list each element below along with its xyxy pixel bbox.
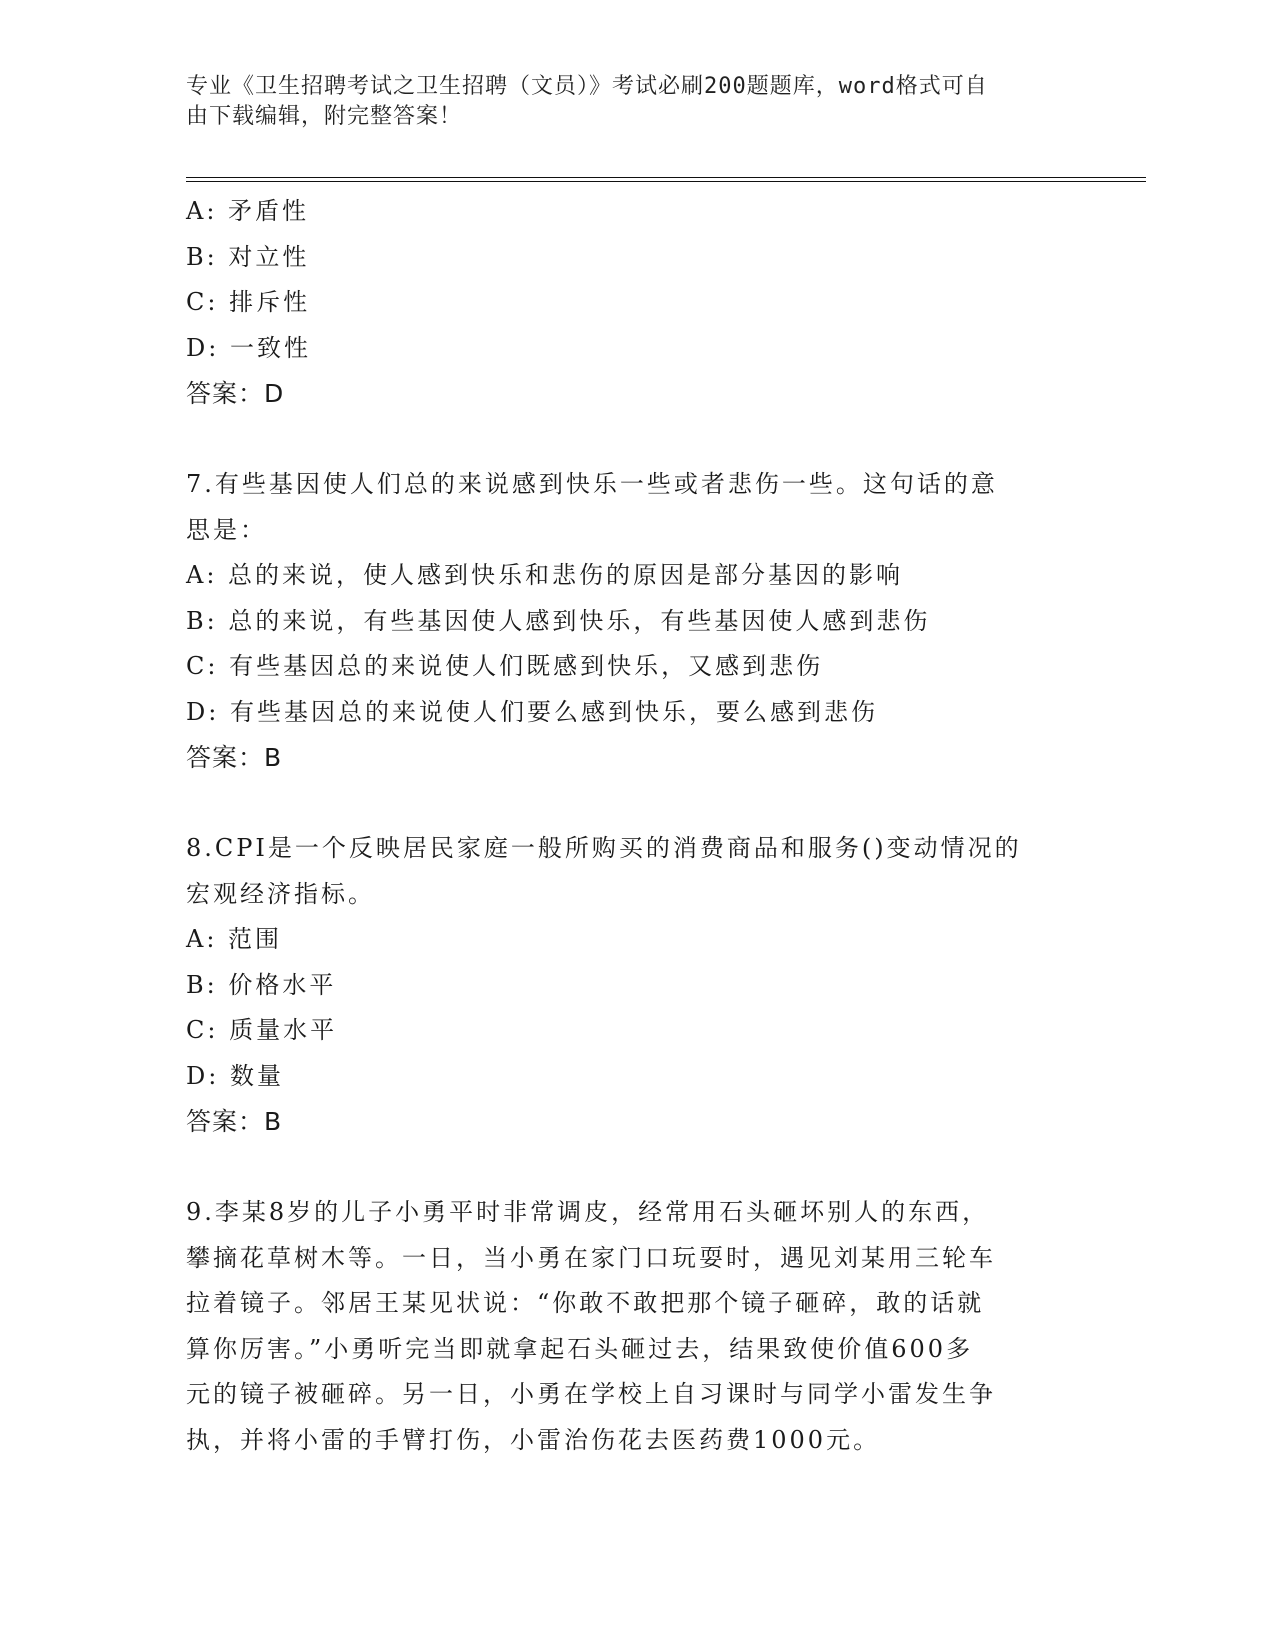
header-line-2: 由下载编辑，附完整答案！ [186,104,463,129]
option-d: D: 有些基因总的来说使人们要么感到快乐，要么感到悲伤 [186,697,878,726]
option-a: A: 矛盾性 [186,197,310,225]
option-a: A: 范围 [186,925,283,953]
question-8-block [186,826,1106,1145]
question-stem-line: 思是： [186,515,267,544]
option-b: B: 价格水平 [186,970,337,999]
question-7-block [186,462,1106,781]
question-stem-line: 执，并将小雷的手臂打伤，小雷治伤花去医药费1000元。 [186,1425,881,1454]
question-stem-line: 9.李某8岁的儿子小勇平时非常调皮，经常用石头砸坏别人的东西， [186,1198,990,1226]
spacer [186,781,1106,827]
question-stem-line: 宏观经济指标。 [186,879,375,908]
question-stem-line: 8.CPI是一个反映居民家庭一般所购买的消费商品和服务()变动情况的 [186,834,1022,862]
question-stem-line: 攀摘花草树木等。一日，当小勇在家门口玩耍时，遇见刘某用三轮车 [186,1243,996,1272]
option-a: A: 总的来说，使人感到快乐和悲伤的原因是部分基因的影响 [186,561,904,589]
option-c: C: 有些基因总的来说使人们既感到快乐，又感到悲伤 [186,652,824,680]
answer-line: 答案：B [186,1107,283,1136]
spacer [186,417,1106,463]
header-divider [186,177,1146,178]
question-9-block [186,1190,1106,1463]
question-6-block [186,189,1106,417]
question-stem-line: 7.有些基因使人们总的来说感到快乐一些或者悲伤一些。这句话的意 [186,470,998,498]
option-c: C: 排斥性 [186,288,311,316]
option-c: C: 质量水平 [186,1016,338,1044]
header-divider-secondary [186,181,1146,182]
question-stem-line: 拉着镜子。邻居王某见状说：“你敢不敢把那个镜子砸碎，敢的话就 [186,1289,985,1317]
spacer [186,1145,1106,1191]
option-d: D: 数量 [186,1061,284,1090]
header-line-1: 专业《卫生招聘考试之卫生招聘（文员）》考试必刷200题题库，word格式可自 [186,74,988,99]
question-stem-line: 元的镜子被砸碎。另一日，小勇在学校上自习课时与同学小雷发生争 [186,1380,996,1408]
answer-line: 答案：D [186,379,285,408]
answer-line: 答案：B [186,743,283,772]
option-b: B: 对立性 [186,242,310,271]
page-header [186,72,1086,132]
question-content [186,189,1106,1463]
question-stem-line: 算你厉害。”小勇听完当即就拿起石头砸过去，结果致使价值600多 [186,1334,974,1363]
option-b: B: 总的来说，有些基因使人感到快乐，有些基因使人感到悲伤 [186,606,931,635]
option-d: D: 一致性 [186,333,311,362]
